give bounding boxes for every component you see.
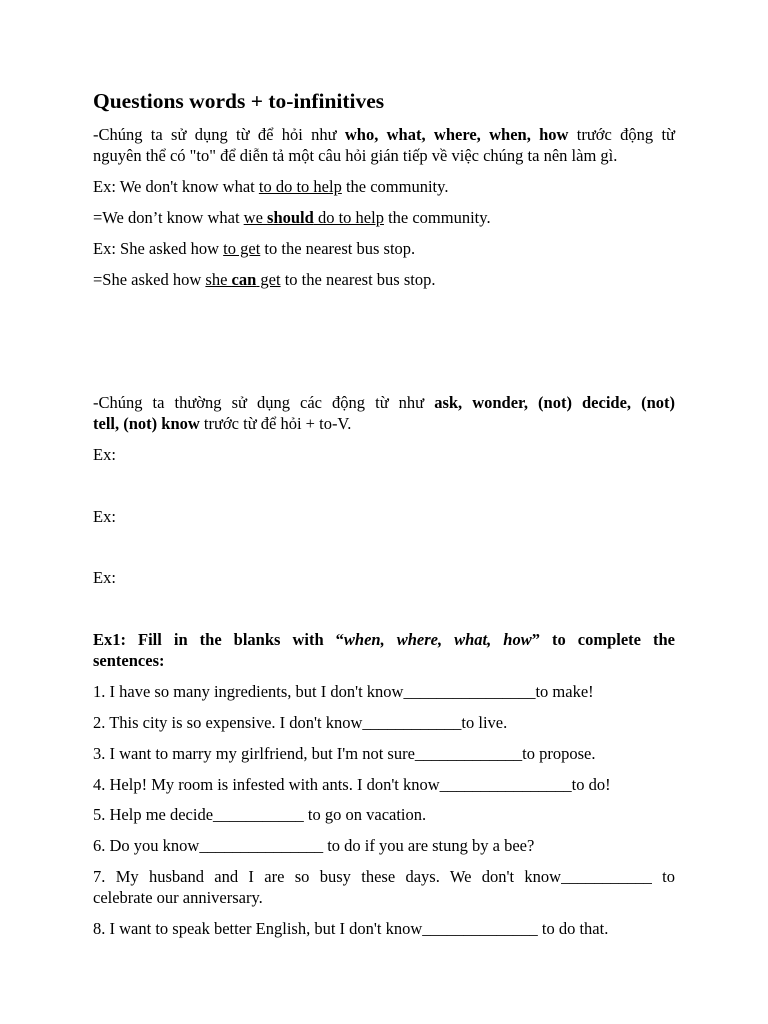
example-1: Ex: We don't know what to do to help the community. — [93, 177, 449, 196]
verb-list: ask, wonder, (not) decide, (not) — [434, 393, 675, 412]
example-1-rewrite: =We don’t know what we should do to help the community. — [93, 208, 491, 227]
exercise-heading: Ex1: Fill in the blanks with “when, where, what, how” to complete the — [93, 630, 675, 649]
verbs-note-line-2: tell, (not) know trước từ để hỏi + to-V. — [93, 414, 352, 433]
page-title: Questions words + to-infinitives — [93, 89, 385, 113]
modal-verb: should — [267, 208, 314, 227]
exercise-item: 2. This city is so expensive. I don't know____________to live. — [93, 713, 508, 732]
underlined-phrase: to do to help — [258, 177, 342, 196]
example-2-rewrite: =She asked how she can get to the nearest bus stop. — [93, 270, 436, 289]
intro-line-2: nguyên thể có "to" để diễn tả một câu hỏi gián tiếp về việc chúng ta nên làm gì. — [93, 146, 618, 165]
verbs-note-line-1: -Chúng ta thường sử dụng các động từ như ask, wonder, (not) decide, (not) — [93, 393, 675, 412]
ex-label: Ex: — [93, 568, 116, 587]
modal-verb: can — [231, 270, 257, 289]
exercise-item: 5. Help me decide___________ to go on vacation. — [93, 805, 427, 824]
question-words: who, what, where, when, how — [344, 125, 569, 144]
exercise-item: 7. My husband and I are so busy these days. We don't know___________ to — [93, 867, 675, 886]
exercise-item: 8. I want to speak better English, but I don't know______________ to do that. — [93, 919, 609, 938]
exercise-item: 3. I want to marry my girlfriend, but I'm not sure_____________to propose. — [93, 744, 596, 763]
ex-label: Ex: — [93, 445, 116, 464]
exercise-item: 6. Do you know_______________ to do if you are stung by a bee? — [93, 836, 535, 855]
exercise-item: 1. I have so many ingredients, but I don't know________________to make! — [93, 682, 594, 701]
example-2: Ex: She asked how to get to the nearest bus stop. — [93, 239, 416, 258]
exercise-item-continuation: celebrate our anniversary. — [93, 888, 263, 907]
ex-label: Ex: — [93, 507, 116, 526]
exercise-item: 4. Help! My room is infested with ants. I don't know________________to do! — [93, 775, 611, 794]
word-options: when, where, what, how — [343, 630, 532, 649]
intro-line-1: -Chúng ta sử dụng từ để hỏi như who, what, where, when, how trước động từ — [93, 125, 675, 144]
exercise-heading-line-2: sentences: — [93, 651, 165, 670]
underlined-phrase: to get — [223, 239, 261, 258]
